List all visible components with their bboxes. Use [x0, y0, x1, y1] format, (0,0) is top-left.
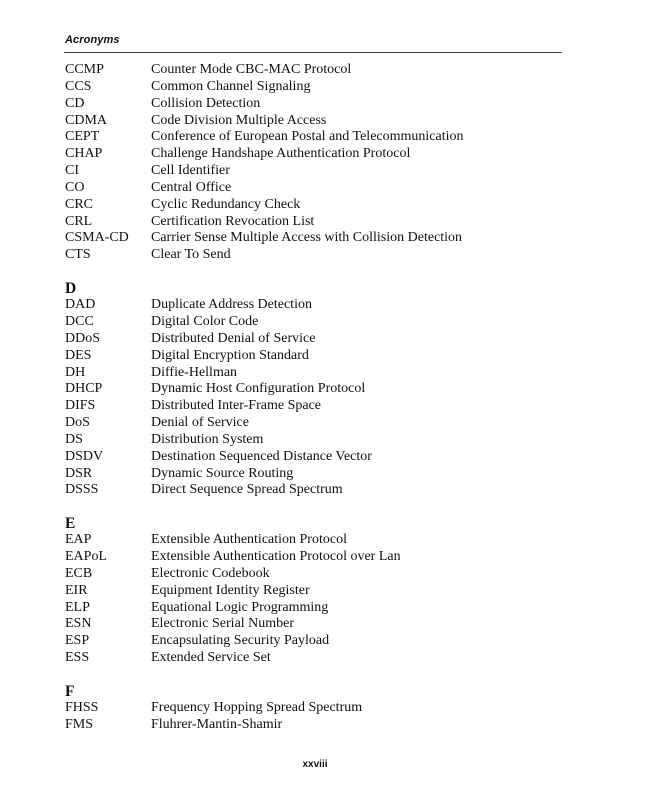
- acronym-abbreviation: ELP: [65, 599, 90, 615]
- acronym-expansion: Digital Color Code: [151, 313, 259, 329]
- acronym-entry: [65, 466, 565, 483]
- acronym-abbreviation: DES: [65, 347, 92, 363]
- acronym-entry: [65, 717, 565, 734]
- section-letter: E: [65, 515, 76, 533]
- acronym-section-c: [65, 62, 565, 264]
- acronym-abbreviation: CSMA-CD: [65, 230, 129, 246]
- acronym-abbreviation: CEPT: [65, 129, 100, 145]
- acronym-expansion: Equipment Identity Register: [151, 582, 310, 598]
- acronym-abbreviation: ESP: [65, 633, 90, 649]
- acronym-section-d: [65, 264, 565, 499]
- acronym-entry: [65, 381, 565, 398]
- acronym-abbreviation: DSDV: [65, 448, 104, 464]
- acronym-entry: [65, 113, 565, 130]
- acronym-expansion: Common Channel Signaling: [151, 78, 311, 94]
- acronym-abbreviation: EAPoL: [65, 549, 107, 565]
- acronym-entry: [65, 180, 565, 197]
- acronym-abbreviation: CCS: [65, 78, 92, 94]
- section-letter: F: [65, 683, 75, 700]
- acronym-expansion: Extensible Authentication Protocol: [151, 532, 347, 548]
- acronym-entry: [65, 633, 565, 650]
- acronym-expansion: Equational Logic Programming: [151, 599, 329, 615]
- acronym-expansion: Destination Sequenced Distance Vector: [151, 448, 372, 464]
- acronym-expansion: Cell Identifier: [151, 163, 230, 179]
- acronym-expansion: Counter Mode CBC-MAC Protocol: [151, 62, 352, 77]
- acronym-abbreviation: CRL: [65, 213, 93, 229]
- acronym-entry: [65, 449, 565, 466]
- acronym-abbreviation: DS: [65, 431, 83, 447]
- acronym-abbreviation: EIR: [65, 582, 88, 598]
- acronym-list: [65, 62, 565, 734]
- acronym-entry: [65, 62, 565, 79]
- acronym-abbreviation: DSSS: [65, 482, 99, 498]
- acronym-expansion: Central Office: [151, 179, 232, 195]
- acronym-entry: [65, 432, 565, 449]
- acronym-abbreviation: CDMA: [65, 112, 108, 128]
- acronym-abbreviation: FHSS: [65, 700, 99, 715]
- acronym-expansion: Distributed Inter-Frame Space: [151, 398, 321, 414]
- acronym-entry: [65, 79, 565, 96]
- acronym-expansion: Frequency Hopping Spread Spectrum: [151, 700, 363, 715]
- acronym-entry: [65, 583, 565, 600]
- acronym-expansion: Fluhrer-Mantin-Shamir: [151, 716, 283, 732]
- acronym-expansion: Certification Revocation List: [151, 213, 315, 229]
- acronym-expansion: Conference of European Postal and Telecommunication: [151, 129, 464, 145]
- acronym-entry: [65, 549, 565, 566]
- acronym-abbreviation: DH: [65, 364, 86, 380]
- acronym-abbreviation: ECB: [65, 565, 93, 581]
- acronym-expansion: Extended Service Set: [151, 650, 271, 666]
- acronym-expansion: Denial of Service: [151, 415, 249, 431]
- section-spacer: [65, 499, 565, 515]
- acronym-entry: [65, 247, 565, 264]
- acronym-entry: [65, 532, 565, 549]
- acronym-abbreviation: FMS: [65, 716, 94, 732]
- acronym-expansion: Encapsulating Security Payload: [151, 633, 330, 649]
- acronym-abbreviation: CI: [65, 163, 79, 179]
- acronym-expansion: Cyclic Redundancy Check: [151, 196, 301, 212]
- acronym-abbreviation: DIFS: [65, 398, 96, 414]
- acronym-abbreviation: ESS: [65, 650, 90, 666]
- acronym-entry: [65, 700, 565, 717]
- acronym-entry: [65, 616, 565, 633]
- acronym-section-f: [65, 667, 565, 734]
- acronym-abbreviation: EAP: [65, 532, 92, 548]
- acronym-abbreviation: DAD: [65, 297, 96, 313]
- acronym-entry: [65, 314, 565, 331]
- acronym-expansion: Dynamic Host Configuration Protocol: [151, 381, 366, 397]
- acronym-expansion: Challenge Handshape Authentication Protocol: [151, 146, 411, 162]
- running-head: Acronyms: [65, 34, 120, 46]
- acronym-entry: [65, 214, 565, 231]
- acronym-expansion: Dynamic Source Routing: [151, 465, 294, 481]
- section-spacer: [65, 667, 565, 683]
- acronym-entry: [65, 331, 565, 348]
- acronym-expansion: Direct Sequence Spread Spectrum: [151, 482, 343, 498]
- acronym-abbreviation: CO: [65, 179, 85, 195]
- acronym-expansion: Distribution System: [151, 431, 264, 447]
- acronym-entry: [65, 566, 565, 583]
- acronym-abbreviation: CRC: [65, 196, 94, 212]
- acronym-entry: [65, 230, 565, 247]
- acronym-expansion: Extensible Authentication Protocol over Lan: [151, 549, 401, 565]
- acronym-expansion: Distributed Denial of Service: [151, 330, 316, 346]
- acronym-entry: [65, 197, 565, 214]
- acronym-entry: [65, 398, 565, 415]
- acronym-abbreviation: CCMP: [65, 62, 104, 77]
- acronym-abbreviation: DCC: [65, 313, 94, 329]
- acronym-expansion: Carrier Sense Multiple Access with Collision Detection: [151, 230, 463, 246]
- acronym-expansion: Duplicate Address Detection: [151, 297, 312, 313]
- acronym-entry: [65, 146, 565, 163]
- acronym-abbreviation: DoS: [65, 415, 90, 431]
- acronym-expansion: Clear To Send: [151, 247, 231, 263]
- acronym-entry: [65, 365, 565, 382]
- acronym-abbreviation: DHCP: [65, 381, 103, 397]
- acronym-abbreviation: CHAP: [65, 146, 103, 162]
- acronym-entry: [65, 415, 565, 432]
- acronym-entry: [65, 163, 565, 180]
- acronym-expansion: Digital Encryption Standard: [151, 347, 309, 363]
- acronym-abbreviation: CTS: [65, 247, 91, 263]
- page-number: xxviii: [302, 759, 328, 770]
- acronym-entry: [65, 482, 565, 499]
- acronym-expansion: Electronic Codebook: [151, 565, 270, 581]
- acronym-entry: [65, 650, 565, 667]
- section-spacer: [65, 264, 565, 280]
- acronym-entry: [65, 129, 565, 146]
- acronym-entry: [65, 600, 565, 617]
- acronym-abbreviation: DDoS: [65, 330, 101, 346]
- acronym-expansion: Electronic Serial Number: [151, 616, 295, 632]
- acronym-expansion: Code Division Multiple Access: [151, 112, 327, 128]
- acronym-abbreviation: DSR: [65, 465, 93, 481]
- acronym-entry: [65, 348, 565, 365]
- acronym-entry: [65, 96, 565, 113]
- acronym-expansion: Diffie-Hellman: [151, 364, 238, 380]
- acronym-abbreviation: ESN: [65, 616, 92, 632]
- acronym-section-e: [65, 499, 565, 667]
- acronym-entry: [65, 297, 565, 314]
- acronym-expansion: Collision Detection: [151, 95, 261, 111]
- header-rule: [64, 52, 562, 53]
- acronym-abbreviation: CD: [65, 95, 85, 111]
- section-letter: D: [65, 280, 77, 298]
